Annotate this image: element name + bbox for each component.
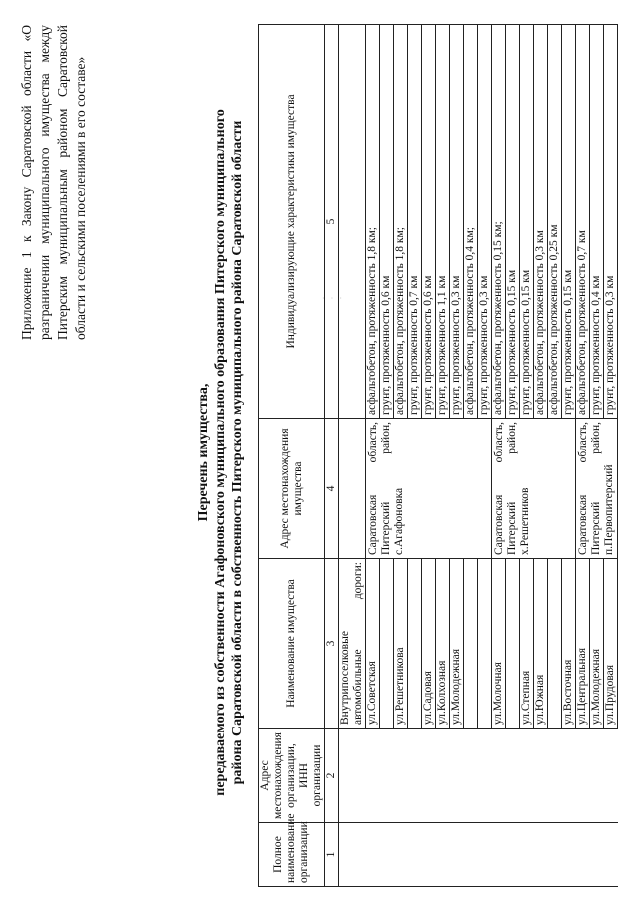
characteristics-cell: асфальтобетон, протяженность 0,7 км xyxy=(576,25,590,419)
empty-cell xyxy=(339,729,366,823)
index-cell: 3 xyxy=(325,559,339,729)
property-name-cell: ул.Советская xyxy=(366,559,380,729)
title-line-2: передаваемого из собственности Агафоновского муниципального образования Питерского муниципального xyxy=(213,109,228,796)
empty-cell xyxy=(506,729,520,823)
characteristics-cell: грунт, протяженность 0,15 км xyxy=(506,25,520,419)
table-body xyxy=(339,25,618,887)
empty-cell xyxy=(464,729,478,823)
characteristics-cell: асфальтобетон, протяженность 0,15 км; xyxy=(492,25,506,419)
empty-cell xyxy=(422,729,436,823)
header-property-address: Адрес местонахождения имущества xyxy=(259,419,325,559)
appendix-text: Приложение 1 к Закону Саратовской области «О разграничении муниципального имущества между Питерским муниципальным районом Саратовской области и сельскими поселениями в его составе» xyxy=(19,25,88,340)
property-name-cell xyxy=(506,559,520,729)
property-name-cell: ул.Восточная xyxy=(562,559,576,729)
group-title-text: Внутрипоселковые автомобильные дороги: xyxy=(339,562,364,725)
empty-cell xyxy=(520,823,534,887)
empty-cell xyxy=(436,823,450,887)
header-org-name: Полное наименование организации xyxy=(259,823,325,887)
property-name-cell xyxy=(408,559,422,729)
title-line-3: района Саратовской области в собственность Питерского муниципального района Саратовской области xyxy=(230,120,245,785)
characteristics-cell: асфальтобетон, протяженность 0,4 км; xyxy=(464,25,478,419)
index-cell: 1 xyxy=(325,823,339,887)
characteristics-cell: грунт, протяженность 0,6 км xyxy=(422,25,436,419)
property-name-cell: ул.Прудовая xyxy=(604,559,618,729)
characteristics-cell: грунт, протяженность 0,15 км xyxy=(562,25,576,419)
property-name-cell xyxy=(380,559,394,729)
characteristics-cell: асфальтобетон, протяженность 0,3 км xyxy=(534,25,548,419)
empty-cell xyxy=(380,823,394,887)
scan-artifact: · · · xyxy=(322,294,344,303)
empty-cell xyxy=(339,25,366,419)
empty-cell xyxy=(366,729,380,823)
title-line-1: Перечень имущества, xyxy=(196,383,211,522)
empty-cell xyxy=(422,823,436,887)
property-name-cell: ул.Молодежная xyxy=(590,559,604,729)
property-name-cell: ул.Колхозная xyxy=(436,559,450,729)
empty-cell xyxy=(492,729,506,823)
property-name-cell: ул.Молочная xyxy=(492,559,506,729)
empty-cell xyxy=(408,823,422,887)
empty-cell xyxy=(380,729,394,823)
property-name-cell: ул.Садовая xyxy=(422,559,436,729)
empty-cell xyxy=(534,729,548,823)
property-table xyxy=(258,24,618,887)
characteristics-cell: грунт, протяженность 0,7 км xyxy=(408,25,422,419)
property-address-cell: Саратовская область, Питерский район, п.Первопитерский xyxy=(576,419,618,559)
empty-cell xyxy=(478,729,492,823)
property-name-cell: ул.Центральная xyxy=(576,559,590,729)
property-name-cell: ул.Южная xyxy=(534,559,548,729)
empty-cell xyxy=(562,729,576,823)
empty-cell xyxy=(339,419,366,559)
empty-cell xyxy=(590,823,604,887)
index-cell: 5 xyxy=(325,25,339,419)
characteristics-cell: грунт, протяженность 0,3 км xyxy=(450,25,464,419)
empty-cell xyxy=(576,729,590,823)
empty-cell xyxy=(548,823,562,887)
characteristics-cell: грунт, протяженность 0,15 км xyxy=(520,25,534,419)
property-address-cell: Саратовская область, Питерский район, с.Агафоновка xyxy=(366,419,492,559)
column-index-row xyxy=(325,25,339,887)
empty-cell xyxy=(450,823,464,887)
characteristics-cell: грунт, протяженность 0,3 км xyxy=(604,25,618,419)
table-row xyxy=(492,25,506,887)
empty-cell xyxy=(408,729,422,823)
empty-cell xyxy=(394,823,408,887)
empty-cell xyxy=(604,729,618,823)
empty-cell xyxy=(562,823,576,887)
empty-cell xyxy=(464,823,478,887)
empty-cell xyxy=(520,729,534,823)
property-name-cell xyxy=(464,559,478,729)
property-name-cell: ул.Решетникова xyxy=(394,559,408,729)
empty-cell xyxy=(450,729,464,823)
property-name-cell: ул.Молодежная xyxy=(450,559,464,729)
empty-cell xyxy=(576,823,590,887)
empty-cell xyxy=(548,729,562,823)
characteristics-cell: грунт, протяженность 0,3 км xyxy=(478,25,492,419)
index-cell: 4 xyxy=(325,419,339,559)
empty-cell xyxy=(534,823,548,887)
index-cell: 2 xyxy=(325,729,339,823)
empty-cell xyxy=(394,729,408,823)
characteristics-cell: асфальтобетон, протяженность 0,25 км xyxy=(548,25,562,419)
header-org-address: Адрес местонахождения организации, ИНН организации xyxy=(259,729,325,823)
property-name-cell: ул.Степная xyxy=(520,559,534,729)
empty-cell xyxy=(604,823,618,887)
characteristics-cell: грунт, протяженность 0,6 км xyxy=(380,25,394,419)
characteristics-cell: асфальтобетон, протяженность 1,8 км; xyxy=(366,25,380,419)
property-address-cell: Саратовская область, Питерский район, х.Решетников xyxy=(492,419,576,559)
document-title xyxy=(195,40,246,865)
table-row xyxy=(366,25,380,887)
property-name-cell xyxy=(548,559,562,729)
empty-cell xyxy=(436,729,450,823)
empty-cell xyxy=(366,823,380,887)
empty-cell xyxy=(506,823,520,887)
table-row xyxy=(576,25,590,887)
header-row xyxy=(259,25,325,887)
characteristics-cell: асфальтобетон, протяженность 1,8 км; xyxy=(394,25,408,419)
header-characteristics: Индивидуализирующие характеристики имущества xyxy=(259,25,325,419)
characteristics-cell: грунт, протяженность 1,1 км xyxy=(436,25,450,419)
empty-cell xyxy=(492,823,506,887)
group-title xyxy=(339,559,366,729)
empty-cell xyxy=(478,823,492,887)
empty-cell xyxy=(590,729,604,823)
empty-cell xyxy=(339,823,366,887)
characteristics-cell: грунт, протяженность 0,4 км xyxy=(590,25,604,419)
appendix-note xyxy=(18,25,90,340)
header-property-name: Наименование имущества xyxy=(259,559,325,729)
group-title-row xyxy=(339,25,366,887)
property-name-cell xyxy=(478,559,492,729)
